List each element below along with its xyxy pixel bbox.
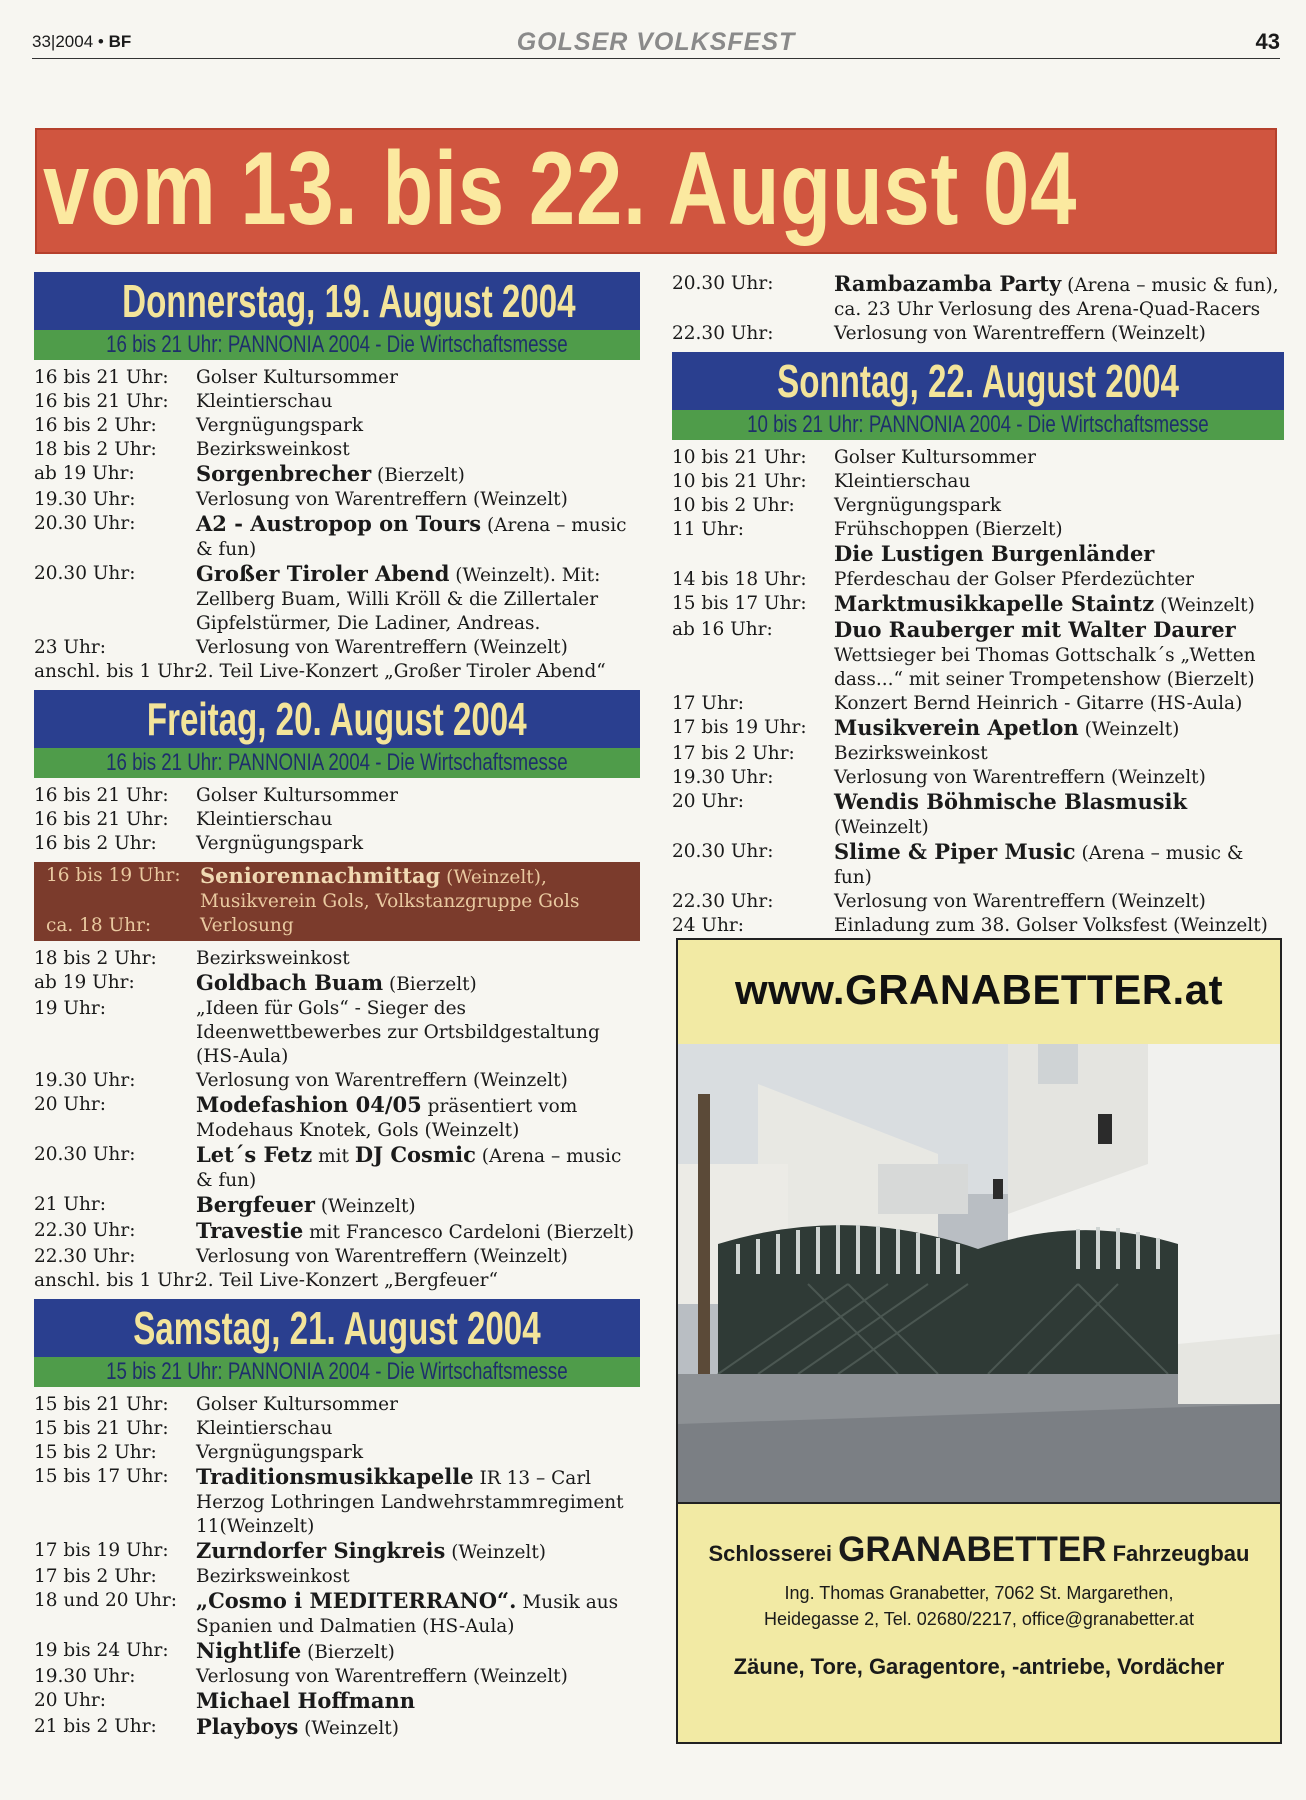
schedule-row — [34, 1665, 640, 1689]
event-description — [196, 1565, 640, 1589]
event-description — [196, 1093, 640, 1143]
event-time — [672, 644, 834, 692]
event-description — [834, 322, 1284, 346]
event-description — [196, 636, 640, 660]
event-time: 20.30 Uhr: — [34, 513, 136, 534]
schedule-row — [672, 446, 1284, 470]
event-time: 21 Uhr: — [34, 1194, 107, 1215]
event-time: 20 Uhr: — [34, 1094, 107, 1115]
day-header-thursday — [34, 272, 640, 360]
schedule-row — [34, 488, 640, 512]
event-highlight: DJ Cosmic — [354, 1142, 476, 1167]
event-detail: Verlosung von Warentreffern (Weinzelt) — [196, 489, 568, 510]
event-detail: Vergnügungspark — [196, 1442, 364, 1463]
event-time: ab 19 Uhr: — [34, 972, 135, 993]
event-description — [196, 947, 640, 971]
day-title-friday: Freitag, 20. August 2004 — [147, 693, 527, 745]
ad-company-name: GRANABETTER — [838, 1530, 1107, 1569]
event-detail: 2. Teil Live-Konzert „Großer Tiroler Abend“ — [196, 661, 606, 682]
event-detail: Kleintierschau — [834, 471, 971, 492]
event-description — [196, 997, 640, 1069]
day-subtitle-thursday: 16 bis 21 Uhr: PANNONIA 2004 - Die Wirtschaftsmesse — [106, 331, 568, 358]
event-highlight: Großer Tiroler Abend — [196, 561, 450, 586]
event-detail: Frühschoppen (Bierzelt) — [834, 519, 1063, 540]
day-subtitle-sunday: 10 bis 21 Uhr: PANNONIA 2004 - Die Wirtschaftsmesse — [747, 411, 1209, 438]
event-time: 15 bis 21 Uhr: — [34, 1418, 169, 1439]
event-time: 22.30 Uhr: — [34, 1246, 136, 1267]
event-highlight: Playboys — [196, 1714, 299, 1739]
day-header-sunday — [672, 352, 1284, 440]
event-detail: Verlosung — [200, 915, 294, 936]
ad-company-line — [678, 1530, 1280, 1570]
event-description — [834, 518, 1284, 542]
schedule-row — [672, 742, 1284, 766]
event-detail: Pferdeschau der Golser Pferdezüchter — [834, 569, 1195, 590]
schedule-row — [672, 592, 1284, 618]
event-time: 19 Uhr: — [34, 998, 107, 1019]
event-time: 23 Uhr: — [34, 637, 107, 658]
event-detail: (Weinzelt) — [298, 1718, 399, 1739]
event-time: 18 und 20 Uhr: — [34, 1590, 177, 1611]
event-description — [196, 1193, 640, 1219]
event-time: 17 bis 19 Uhr: — [34, 1540, 169, 1561]
event-description — [196, 1069, 640, 1093]
event-detail: (Weinzelt) — [834, 817, 929, 838]
event-detail: mit — [312, 1146, 355, 1167]
event-detail: (Arena – music & fun) — [834, 843, 1244, 888]
schedule-row — [34, 1143, 640, 1193]
day-subtitle-friday: 16 bis 21 Uhr: PANNONIA 2004 - Die Wirtschaftsmesse — [106, 749, 568, 776]
day-subtitle-saturday: 15 bis 21 Uhr: PANNONIA 2004 - Die Wirtschaftsmesse — [106, 1358, 568, 1385]
event-description — [196, 366, 640, 390]
event-description — [196, 1465, 640, 1539]
event-description — [196, 562, 640, 636]
schedule-row — [672, 692, 1284, 716]
event-detail: (Weinzelt) — [314, 1196, 416, 1217]
event-detail: (Arena – music & fun) — [196, 1146, 622, 1191]
event-time: 20.30 Uhr: — [672, 273, 774, 294]
event-detail: Golser Kultursommer — [196, 785, 398, 806]
senior-afternoon-box — [34, 862, 640, 941]
event-time: anschl. bis 1 Uhr: — [34, 1270, 200, 1291]
event-detail: Golser Kultursommer — [834, 447, 1036, 468]
event-time — [34, 890, 200, 914]
event-detail: Musik aus Spanien und Dalmatien (HS-Aula) — [196, 1592, 619, 1637]
schedule-row — [672, 322, 1284, 346]
event-detail: Vergnügungspark — [196, 833, 364, 854]
schedule-row — [34, 1093, 640, 1143]
ad-photo-gate — [678, 1044, 1280, 1502]
schedule-row — [672, 716, 1284, 742]
event-detail: (Bierzelt) — [301, 1642, 395, 1663]
day-title-sunday: Sonntag, 22. August 2004 — [777, 355, 1179, 407]
event-detail: (Arena – music & fun), ca. 23 Uhr Verlosung des Arena-Quad-Racers — [834, 275, 1279, 320]
event-detail: Verlosung von Warentreffern (Weinzelt) — [196, 1666, 568, 1687]
day-title-thursday: Donnerstag, 19. August 2004 — [122, 275, 576, 327]
event-time: 20 Uhr: — [672, 791, 745, 812]
event-detail: (Bierzelt) — [383, 974, 477, 995]
schedule-sunday — [672, 446, 1284, 938]
ad-address — [678, 1580, 1280, 1632]
event-time: 11 Uhr: — [672, 519, 745, 540]
event-description — [834, 592, 1284, 618]
event-description — [196, 1715, 640, 1741]
event-time: 24 Uhr: — [672, 915, 745, 936]
event-time: 15 bis 21 Uhr: — [34, 1394, 169, 1415]
event-description — [200, 864, 640, 890]
event-detail: mit Francesco Cardeloni (Bierzelt) — [303, 1222, 635, 1243]
left-column — [34, 272, 640, 1747]
schedule-row — [34, 1393, 640, 1417]
event-time: ab 19 Uhr: — [34, 463, 135, 484]
event-highlight: Nightlife — [196, 1638, 302, 1663]
schedule-row — [34, 1715, 640, 1741]
event-highlight: Die Lustigen Burgenländer — [834, 541, 1155, 566]
granabetter-advertisement — [676, 938, 1282, 1744]
ad-footer — [678, 1502, 1280, 1742]
event-time: 20.30 Uhr: — [34, 1144, 136, 1165]
event-highlight: Slime & Piper Music — [834, 839, 1076, 864]
schedule-saturday-continued — [672, 272, 1284, 346]
event-time: 10 bis 21 Uhr: — [672, 447, 807, 468]
event-time: 16 bis 21 Uhr: — [34, 391, 169, 412]
event-detail: Kleintierschau — [196, 809, 333, 830]
event-description — [834, 742, 1284, 766]
schedule-row — [672, 766, 1284, 790]
schedule-row — [34, 562, 640, 636]
event-highlight: Seniorennachmittag — [200, 863, 441, 888]
schedule-row — [672, 618, 1284, 644]
event-description — [196, 390, 640, 414]
event-time: 14 bis 18 Uhr: — [672, 569, 807, 590]
event-description — [196, 1539, 640, 1565]
schedule-row — [34, 462, 640, 488]
schedule-row — [672, 890, 1284, 914]
event-highlight: „Cosmo i MEDITERRANO“. — [196, 1588, 517, 1613]
day-header-saturday — [34, 1299, 640, 1387]
schedule-row — [672, 644, 1284, 692]
event-detail: Vergnügungspark — [834, 495, 1002, 516]
event-detail: Verlosung von Warentreffern (Weinzelt) — [834, 891, 1206, 912]
event-time: 18 bis 2 Uhr: — [34, 948, 157, 969]
event-time: 10 bis 2 Uhr: — [672, 495, 795, 516]
schedule-row — [34, 1441, 640, 1465]
event-time: 19.30 Uhr: — [34, 1666, 136, 1687]
event-highlight: Wendis Böhmische Blasmusik — [834, 789, 1188, 814]
event-description — [200, 890, 640, 914]
event-time: ab 16 Uhr: — [672, 619, 773, 640]
event-time: 16 bis 21 Uhr: — [34, 809, 169, 830]
event-description — [196, 808, 640, 832]
section-title: GOLSER VOLKSFEST — [516, 28, 796, 56]
event-time: 20 Uhr: — [34, 1690, 107, 1711]
event-time: 16 bis 21 Uhr: — [34, 785, 169, 806]
issue-number: 33|2004 — [32, 32, 94, 51]
event-highlight: A2 - Austropop on Tours — [196, 511, 482, 536]
schedule-row — [34, 366, 640, 390]
event-detail: Verlosung von Warentreffern (Weinzelt) — [834, 323, 1206, 344]
event-description — [834, 542, 1284, 568]
schedule-row — [672, 494, 1284, 518]
schedule-row — [34, 947, 640, 971]
event-description — [196, 414, 640, 438]
ad-address-line2: Heidegasse 2, Tel. 02680/2217, office@granabetter.at — [764, 1609, 1194, 1629]
banner-text: vom 13. bis 22. August 04 — [43, 131, 1078, 247]
event-description — [834, 446, 1284, 470]
schedule-row — [34, 1565, 640, 1589]
event-description — [834, 568, 1284, 592]
event-description — [196, 784, 640, 808]
event-description — [834, 766, 1284, 790]
event-time: 22.30 Uhr: — [34, 1220, 136, 1241]
paper-name: BF — [108, 32, 132, 51]
event-time: 20.30 Uhr: — [34, 563, 136, 584]
schedule-row — [34, 808, 640, 832]
event-detail: Golser Kultursommer — [196, 1394, 398, 1415]
event-highlight: Goldbach Buam — [196, 970, 384, 995]
schedule-row — [34, 914, 640, 938]
schedule-row — [34, 636, 640, 660]
event-description — [196, 462, 640, 488]
day-title-saturday: Samstag, 21. August 2004 — [133, 1302, 541, 1354]
event-detail: Verlosung von Warentreffern (Weinzelt) — [196, 637, 568, 658]
schedule-row — [34, 1245, 640, 1269]
event-description — [834, 716, 1284, 742]
event-highlight: Zurndorfer Singkreis — [196, 1538, 446, 1563]
page-header — [32, 26, 1280, 59]
schedule-row — [34, 784, 640, 808]
event-description — [196, 438, 640, 462]
event-description — [196, 660, 640, 684]
event-time: 21 bis 2 Uhr: — [34, 1716, 157, 1737]
event-time: 16 bis 2 Uhr: — [34, 415, 157, 436]
event-detail: Wettsieger bei Thomas Gottschalk´s „Wetten dass...“ mit seiner Trompetenshow (Bierzelt) — [834, 645, 1256, 690]
event-description — [834, 890, 1284, 914]
event-highlight: Michael Hoffmann — [196, 1688, 415, 1713]
issue-bullet: • — [97, 32, 104, 51]
event-detail: Verlosung von Warentreffern (Weinzelt) — [196, 1246, 568, 1267]
schedule-row — [34, 864, 640, 890]
event-detail: präsentiert vom Modehaus Knotek, Gols (Weinzelt) — [196, 1096, 578, 1141]
event-detail: (Bierzelt) — [371, 465, 465, 486]
event-detail: (Weinzelt), — [440, 867, 547, 888]
event-highlight: Bergfeuer — [196, 1192, 315, 1217]
event-time: 19.30 Uhr: — [34, 1070, 136, 1091]
page-number: 43 — [1255, 29, 1280, 54]
event-detail: (Weinzelt) — [1154, 595, 1255, 616]
event-description — [196, 1219, 640, 1245]
day-header-friday — [34, 690, 640, 778]
event-time: 17 bis 2 Uhr: — [672, 743, 795, 764]
event-detail: „Ideen für Gols“ - Sieger des Ideenwettbewerbes zur Ortsbildgestaltung (HS-Aula) — [196, 998, 600, 1067]
event-detail: Bezirksweinkost — [196, 439, 350, 460]
event-description — [196, 512, 640, 562]
event-detail: (Weinzelt) — [445, 1542, 546, 1563]
event-detail: Einladung zum 38. Golser Volksfest (Weinzelt) — [834, 915, 1268, 936]
event-description — [196, 1589, 640, 1639]
event-description — [200, 914, 640, 938]
schedule-friday-part2 — [34, 947, 640, 1293]
event-detail: Bezirksweinkost — [196, 948, 350, 969]
date-banner — [35, 128, 1277, 254]
event-time: 18 bis 2 Uhr: — [34, 439, 157, 460]
event-detail: Konzert Bernd Heinrich - Gitarre (HS-Aula) — [834, 693, 1243, 714]
schedule-friday-part1 — [34, 784, 640, 856]
event-time — [672, 542, 834, 568]
event-time: 20.30 Uhr: — [672, 841, 774, 862]
event-time: 15 bis 17 Uhr: — [672, 593, 807, 614]
event-description — [196, 1639, 640, 1665]
event-description — [196, 1393, 640, 1417]
schedule-row — [34, 1539, 640, 1565]
schedule-row — [34, 997, 640, 1069]
event-description — [196, 1245, 640, 1269]
event-highlight: Modefashion 04/05 — [196, 1092, 422, 1117]
event-highlight: Duo Rauberger mit Walter Daurer — [834, 617, 1236, 642]
event-time: 15 bis 17 Uhr: — [34, 1466, 169, 1487]
event-detail: Musikverein Gols, Volkstanzgruppe Gols — [200, 891, 580, 912]
schedule-row — [34, 890, 640, 914]
event-time: 17 Uhr: — [672, 693, 745, 714]
schedule-row — [34, 660, 640, 684]
event-time: 16 bis 21 Uhr: — [34, 367, 169, 388]
gate-photo-illustration — [678, 1044, 1280, 1502]
event-detail: Bezirksweinkost — [196, 1566, 350, 1587]
schedule-row — [34, 1465, 640, 1539]
event-detail: Verlosung von Warentreffern (Weinzelt) — [834, 767, 1206, 788]
schedule-row — [672, 542, 1284, 568]
schedule-row — [34, 971, 640, 997]
ad-company-prefix: Schlosserei — [708, 1541, 839, 1566]
event-detail: (Weinzelt). Mit: Zellberg Buam, Willi Kröll & die Zillertaler Gipfelstürmer, Die Ladiner, Andreas. — [196, 565, 601, 634]
event-time: anschl. bis 1 Uhr: — [34, 661, 200, 682]
schedule-thursday — [34, 366, 640, 684]
event-description — [834, 644, 1284, 692]
schedule-row — [34, 438, 640, 462]
schedule-row — [34, 1219, 640, 1245]
schedule-saturday — [34, 1393, 640, 1741]
schedule-row — [34, 1417, 640, 1441]
schedule-row — [34, 1269, 640, 1293]
event-description — [834, 470, 1284, 494]
event-time: 17 bis 19 Uhr: — [672, 717, 807, 738]
schedule-row — [34, 1639, 640, 1665]
event-description — [196, 1143, 640, 1193]
ad-services: Zäune, Tore, Garagentore, -antriebe, Vordächer — [733, 1654, 1225, 1679]
event-description — [834, 272, 1284, 322]
event-time: 19.30 Uhr: — [672, 767, 774, 788]
event-highlight: Sorgenbrecher — [196, 461, 372, 486]
schedule-row — [672, 568, 1284, 592]
event-description — [834, 494, 1284, 518]
event-detail: Bezirksweinkost — [834, 743, 988, 764]
schedule-row — [672, 470, 1284, 494]
event-time: 16 bis 19 Uhr: — [46, 865, 181, 886]
schedule-row — [672, 840, 1284, 890]
event-detail: Verlosung von Warentreffern (Weinzelt) — [196, 1070, 568, 1091]
event-detail: (Weinzelt) — [1078, 719, 1180, 740]
schedule-row — [672, 790, 1284, 840]
event-highlight: Musikverein Apetlon — [834, 715, 1079, 740]
event-description — [834, 840, 1284, 890]
event-detail: Kleintierschau — [196, 1418, 333, 1439]
schedule-row — [672, 272, 1284, 322]
event-description — [196, 1441, 640, 1465]
schedule-row — [34, 414, 640, 438]
ad-company-suffix: Fahrzeugbau — [1106, 1541, 1250, 1566]
event-highlight: Marktmusikkapelle Staintz — [834, 591, 1155, 616]
event-highlight: Traditionsmusikkapelle — [196, 1464, 474, 1489]
event-detail: 2. Teil Live-Konzert „Bergfeuer“ — [196, 1270, 498, 1291]
event-time: ca. 18 Uhr: — [46, 915, 152, 936]
schedule-row — [34, 390, 640, 414]
event-time: 22.30 Uhr: — [672, 323, 774, 344]
event-time: 19 bis 24 Uhr: — [34, 1640, 169, 1661]
ad-address-line1: Ing. Thomas Granabetter, 7062 St. Margarethen, — [784, 1583, 1174, 1603]
schedule-row — [34, 1193, 640, 1219]
event-description — [834, 692, 1284, 716]
event-description — [834, 790, 1284, 840]
event-description — [196, 1417, 640, 1441]
event-detail: Vergnügungspark — [196, 415, 364, 436]
schedule-row — [34, 1589, 640, 1639]
event-time: 16 bis 2 Uhr: — [34, 833, 157, 854]
right-column — [672, 272, 1284, 944]
event-detail: IR 13 – Carl Herzog Lothringen Landwehrstammregiment 11(Weinzelt) — [196, 1468, 624, 1537]
event-time: 15 bis 2 Uhr: — [34, 1442, 157, 1463]
schedule-row — [34, 512, 640, 562]
event-time: 19.30 Uhr: — [34, 489, 136, 510]
event-description — [834, 618, 1284, 644]
event-description — [196, 1269, 640, 1293]
event-description — [196, 971, 640, 997]
event-time: 17 bis 2 Uhr: — [34, 1566, 157, 1587]
schedule-row — [34, 1069, 640, 1093]
event-highlight: Rambazamba Party — [834, 271, 1062, 296]
event-detail: (Arena – music & fun) — [196, 515, 627, 560]
schedule-row — [34, 832, 640, 856]
event-description — [834, 914, 1284, 938]
event-description — [196, 1665, 640, 1689]
event-highlight: Travestie — [196, 1218, 304, 1243]
schedule-row — [672, 518, 1284, 542]
ad-url[interactable]: www.GRANABETTER.at — [734, 966, 1224, 1013]
event-description — [196, 488, 640, 512]
event-description — [196, 832, 640, 856]
event-highlight: Let´s Fetz — [196, 1142, 313, 1167]
event-detail: Golser Kultursommer — [196, 367, 398, 388]
event-time: 22.30 Uhr: — [672, 891, 774, 912]
event-detail: Kleintierschau — [196, 391, 333, 412]
event-time: 10 bis 21 Uhr: — [672, 471, 807, 492]
event-description — [196, 1689, 640, 1715]
schedule-row — [34, 1689, 640, 1715]
schedule-row — [672, 914, 1284, 938]
